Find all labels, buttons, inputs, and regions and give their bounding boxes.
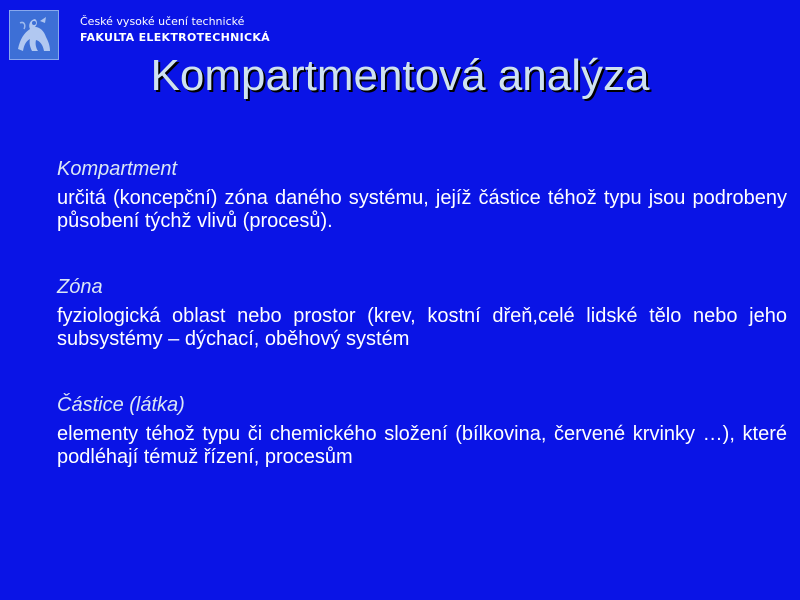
term-heading: Kompartment (57, 158, 178, 180)
definition-block-zona (57, 276, 787, 351)
institution-line-faculty: FAKULTA ELEKTROTECHNICKÁ (80, 31, 270, 44)
slide-title: Kompartmentová analýza (150, 51, 650, 100)
definition-block-kompartment (57, 158, 787, 233)
definition-block-castice (57, 394, 787, 469)
term-heading: Částice (látka) (57, 394, 185, 416)
term-definition: fyziologická oblast nebo prostor (krev, kostní dřeň,celé lidské tělo nebo jeho subsystémy – dýchací, oběhový systém (57, 305, 787, 350)
institution-name (80, 14, 270, 46)
term-definition: elementy téhož typu či chemického složení (bílkovina, červené krvinky …), které podléhají témuž řízení, procesům (57, 423, 787, 468)
institution-line-university: České vysoké učení technické (80, 15, 245, 28)
slide-content (57, 158, 787, 469)
term-heading: Zóna (57, 276, 103, 298)
term-definition: určitá (koncepční) zóna daného systému, jejíž částice téhož typu jsou podrobeny působení týchž vlivů (procesů). (57, 187, 787, 232)
